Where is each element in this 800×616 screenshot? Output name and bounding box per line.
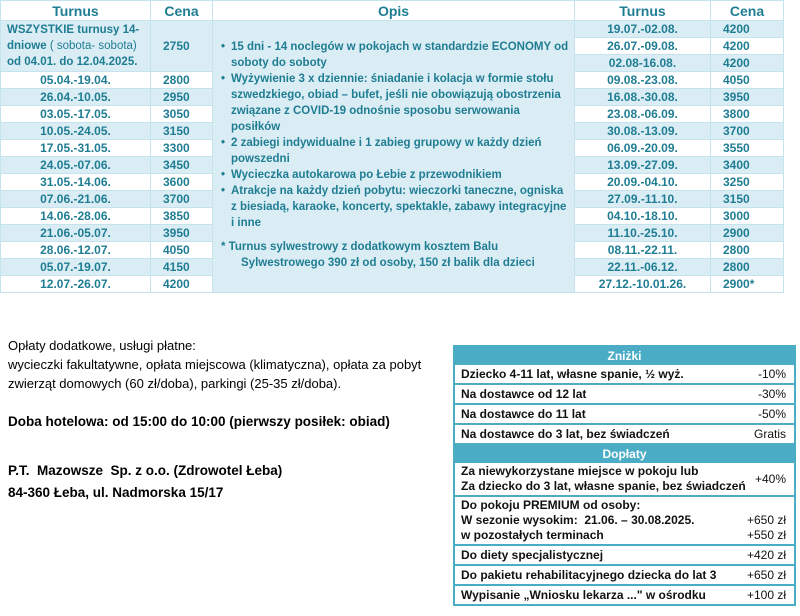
description-text: 2 zabiegi indywidualne i 1 zabieg grupowy w każdy dzień powszedni <box>231 137 542 165</box>
discount-label: Na dostawce do 3 lat, bez świadczeń <box>454 424 625 444</box>
all-turnus-text: dniowe <box>7 40 47 52</box>
bullet-icon: • <box>221 169 226 181</box>
extra-fees-line: zwierząt domowych (60 zł/doba), parkingi (25-35 zł/doba). <box>8 376 342 391</box>
discount-value: -10% <box>625 365 796 384</box>
extra-fees <box>8 336 421 393</box>
surcharge-label: Do pakietu rehabilitacyjnego dziecka do lat 3 <box>454 565 625 585</box>
table-row <box>1 21 784 38</box>
extra-fees-title: Opłaty dodatkowe, usługi płatne: <box>8 338 196 353</box>
description-item <box>221 135 570 167</box>
all-turnus-text: od 04.01. do 12.04.2025. <box>7 56 138 68</box>
price-cell: 3550 <box>711 140 784 157</box>
price-cell: 3050 <box>151 106 213 123</box>
discount-label: Na dostawce od 12 lat <box>454 384 625 404</box>
surcharge-value: +650 zł <box>625 565 796 585</box>
turnus-cell: 10.05.-24.05. <box>1 123 151 140</box>
price-cell: 4200 <box>711 21 784 38</box>
header-turnus-right: Turnus <box>575 1 711 21</box>
turnus-cell: 14.06.-28.06. <box>1 208 151 225</box>
company-address: 84-360 Łeba, ul. Nadmorska 15/17 <box>8 485 224 500</box>
turnus-cell: 26.07.-09.08. <box>575 38 711 55</box>
description-cell <box>213 21 575 293</box>
price-cell: 3150 <box>151 123 213 140</box>
header-cena: Cena <box>151 1 213 21</box>
surcharge-value: +100 zł <box>625 585 796 605</box>
turnus-cell: 20.09.-04.10. <box>575 174 711 191</box>
price-cell: 2900* <box>711 276 784 293</box>
price-cell: 3250 <box>711 174 784 191</box>
description-text: Wycieczka autokarowa po Łebie z przewodnikiem <box>231 169 502 181</box>
turnus-cell: 28.06.-12.07. <box>1 242 151 259</box>
description-text: 15 dni - 14 noclegów w pokojach w standardzie ECONOMY od soboty do soboty <box>231 41 569 69</box>
hotel-day-info: Doba hotelowa: od 15:00 do 10:00 (pierwszy posiłek: obiad) <box>8 414 390 429</box>
price-cell: 3700 <box>151 191 213 208</box>
turnus-cell: 04.10.-18.10. <box>575 208 711 225</box>
turnus-cell: 27.09.-11.10. <box>575 191 711 208</box>
header-cena-right: Cena <box>711 1 784 21</box>
price-cell: 2950 <box>151 89 213 106</box>
discount-value: -30% <box>625 384 796 404</box>
turnus-cell: 16.08.-30.08. <box>575 89 711 106</box>
price-cell: 4050 <box>151 242 213 259</box>
description-item <box>221 167 570 183</box>
description-item <box>221 39 570 71</box>
price-cell: 3950 <box>711 89 784 106</box>
surcharge-label <box>454 463 746 496</box>
surcharge-label <box>454 496 695 545</box>
price-cell: 3150 <box>711 191 784 208</box>
bullet-icon: • <box>221 185 226 197</box>
description-list <box>219 39 570 231</box>
surcharge-line: W sezonie wysokim: 21.06. – 30.08.2025. <box>461 513 695 527</box>
price-cell: 4050 <box>711 72 784 89</box>
price-cell: 3450 <box>151 157 213 174</box>
description-item <box>221 183 570 231</box>
header-opis: Opis <box>213 1 575 21</box>
header-turnus: Turnus <box>1 1 151 21</box>
turnus-cell: 19.07.-02.08. <box>575 21 711 38</box>
price-cell: 3800 <box>711 106 784 123</box>
price-cell: 3400 <box>711 157 784 174</box>
turnus-cell: 31.05.-14.06. <box>1 174 151 191</box>
turnus-cell: 07.06.-21.06. <box>1 191 151 208</box>
price-table <box>0 0 784 293</box>
surcharge-label: Do diety specjalistycznej <box>454 545 625 565</box>
surcharge-line: Do pokoju PREMIUM od osoby: <box>461 498 641 512</box>
discount-label: Na dostawce do 11 lat <box>454 404 625 424</box>
price-cell: 4200 <box>151 276 213 293</box>
turnus-cell: 05.04.-19.04. <box>1 72 151 89</box>
turnus-cell: 23.08.-06.09. <box>575 106 711 123</box>
price-cell: 3950 <box>151 225 213 242</box>
bullet-icon: • <box>221 41 226 53</box>
price-cell: 2800 <box>711 242 784 259</box>
discounts-surcharges-table <box>453 345 796 606</box>
turnus-cell: 03.05.-17.05. <box>1 106 151 123</box>
doplaty-header: Dopłaty <box>454 444 795 463</box>
price-cell: 3000 <box>711 208 784 225</box>
all-turnus-cell <box>1 21 151 72</box>
turnus-cell: 17.05.-31.05. <box>1 140 151 157</box>
turnus-cell: 24.05.-07.06. <box>1 157 151 174</box>
price-cell: 3850 <box>151 208 213 225</box>
turnus-cell: 06.09.-20.09. <box>575 140 711 157</box>
note-line: Sylwestrowego 390 zł od osoby, 150 zł balik dla dzieci <box>241 257 535 269</box>
bullet-icon: • <box>221 137 226 149</box>
all-turnus-price: 2750 <box>151 21 213 72</box>
price-cell: 3600 <box>151 174 213 191</box>
price-cell: 4200 <box>711 38 784 55</box>
znizki-header: Zniżki <box>454 346 795 365</box>
surcharge-line: Za niewykorzystane miejsce w pokoju lub <box>461 464 699 478</box>
turnus-cell: 11.10.-25.10. <box>575 225 711 242</box>
surcharge-value: +40% <box>625 463 796 496</box>
company-name: P.T. Mazowsze Sp. z o.o. (Zdrowotel Łeba) <box>8 463 283 478</box>
turnus-cell: 27.12.-10.01.26. <box>575 276 711 293</box>
turnus-cell: 30.08.-13.09. <box>575 123 711 140</box>
discount-label: Dziecko 4-11 lat, własne spanie, ½ wyż. <box>454 365 625 384</box>
price-cell: 2800 <box>711 259 784 276</box>
note-line: * Turnus sylwestrowy z dodatkowym kosztem Balu <box>221 241 499 253</box>
price-cell: 2800 <box>151 72 213 89</box>
premium-high-value: +650 zł <box>746 513 786 527</box>
company-info <box>8 460 282 504</box>
turnus-cell: 08.11.-22.11. <box>575 242 711 259</box>
bullet-icon: • <box>221 73 226 85</box>
turnus-cell: 02.08-16.08. <box>575 55 711 72</box>
turnus-cell: 22.11.-06.12. <box>575 259 711 276</box>
all-turnus-text: WSZYSTKIE turnusy 14- <box>7 24 140 36</box>
surcharge-value: +420 zł <box>625 545 796 565</box>
surcharge-label: Wypisanie „Wniosku lekarza ..." w ośrodku <box>454 585 625 605</box>
description-text: Wyżywienie 3 x dziennie: śniadanie i kolacja w formie stołu szwedzkiego, obiad – bufet, jeśli nie obowiązują obostrzenia związane z COVID-19 odnośnie sposobu serwowania posiłków <box>231 73 561 133</box>
description-text: Atrakcje na każdy dzień pobytu: wieczorki taneczne, ogniska z biesiadą, karaoke, koncerty, spektakle, zabawy integracyjne i inne <box>231 185 567 229</box>
price-cell: 3700 <box>711 123 784 140</box>
turnus-cell: 26.04.-10.05. <box>1 89 151 106</box>
turnus-cell: 13.09.-27.09. <box>575 157 711 174</box>
new-year-note <box>219 239 570 271</box>
price-cell: 2900 <box>711 225 784 242</box>
description-item <box>221 71 570 135</box>
turnus-cell: 09.08.-23.08. <box>575 72 711 89</box>
discount-value: Gratis <box>625 424 796 444</box>
price-cell: 4200 <box>711 55 784 72</box>
surcharge-line: w pozostałych terminach <box>461 528 604 542</box>
turnus-cell: 12.07.-26.07. <box>1 276 151 293</box>
discount-value: -50% <box>625 404 796 424</box>
premium-other-value: +550 zł <box>746 528 786 542</box>
turnus-cell: 05.07.-19.07. <box>1 259 151 276</box>
turnus-cell: 21.06.-05.07. <box>1 225 151 242</box>
all-turnus-text: ( sobota- sobota) <box>46 40 137 52</box>
surcharge-line: Za dziecko do 3 lat, własne spanie, bez świadczeń <box>461 479 746 493</box>
price-cell: 4150 <box>151 259 213 276</box>
price-cell: 3300 <box>151 140 213 157</box>
extra-fees-line: wycieczki fakultatywne, opłata miejscowa (klimatyczna), opłata za pobyt <box>8 357 422 372</box>
